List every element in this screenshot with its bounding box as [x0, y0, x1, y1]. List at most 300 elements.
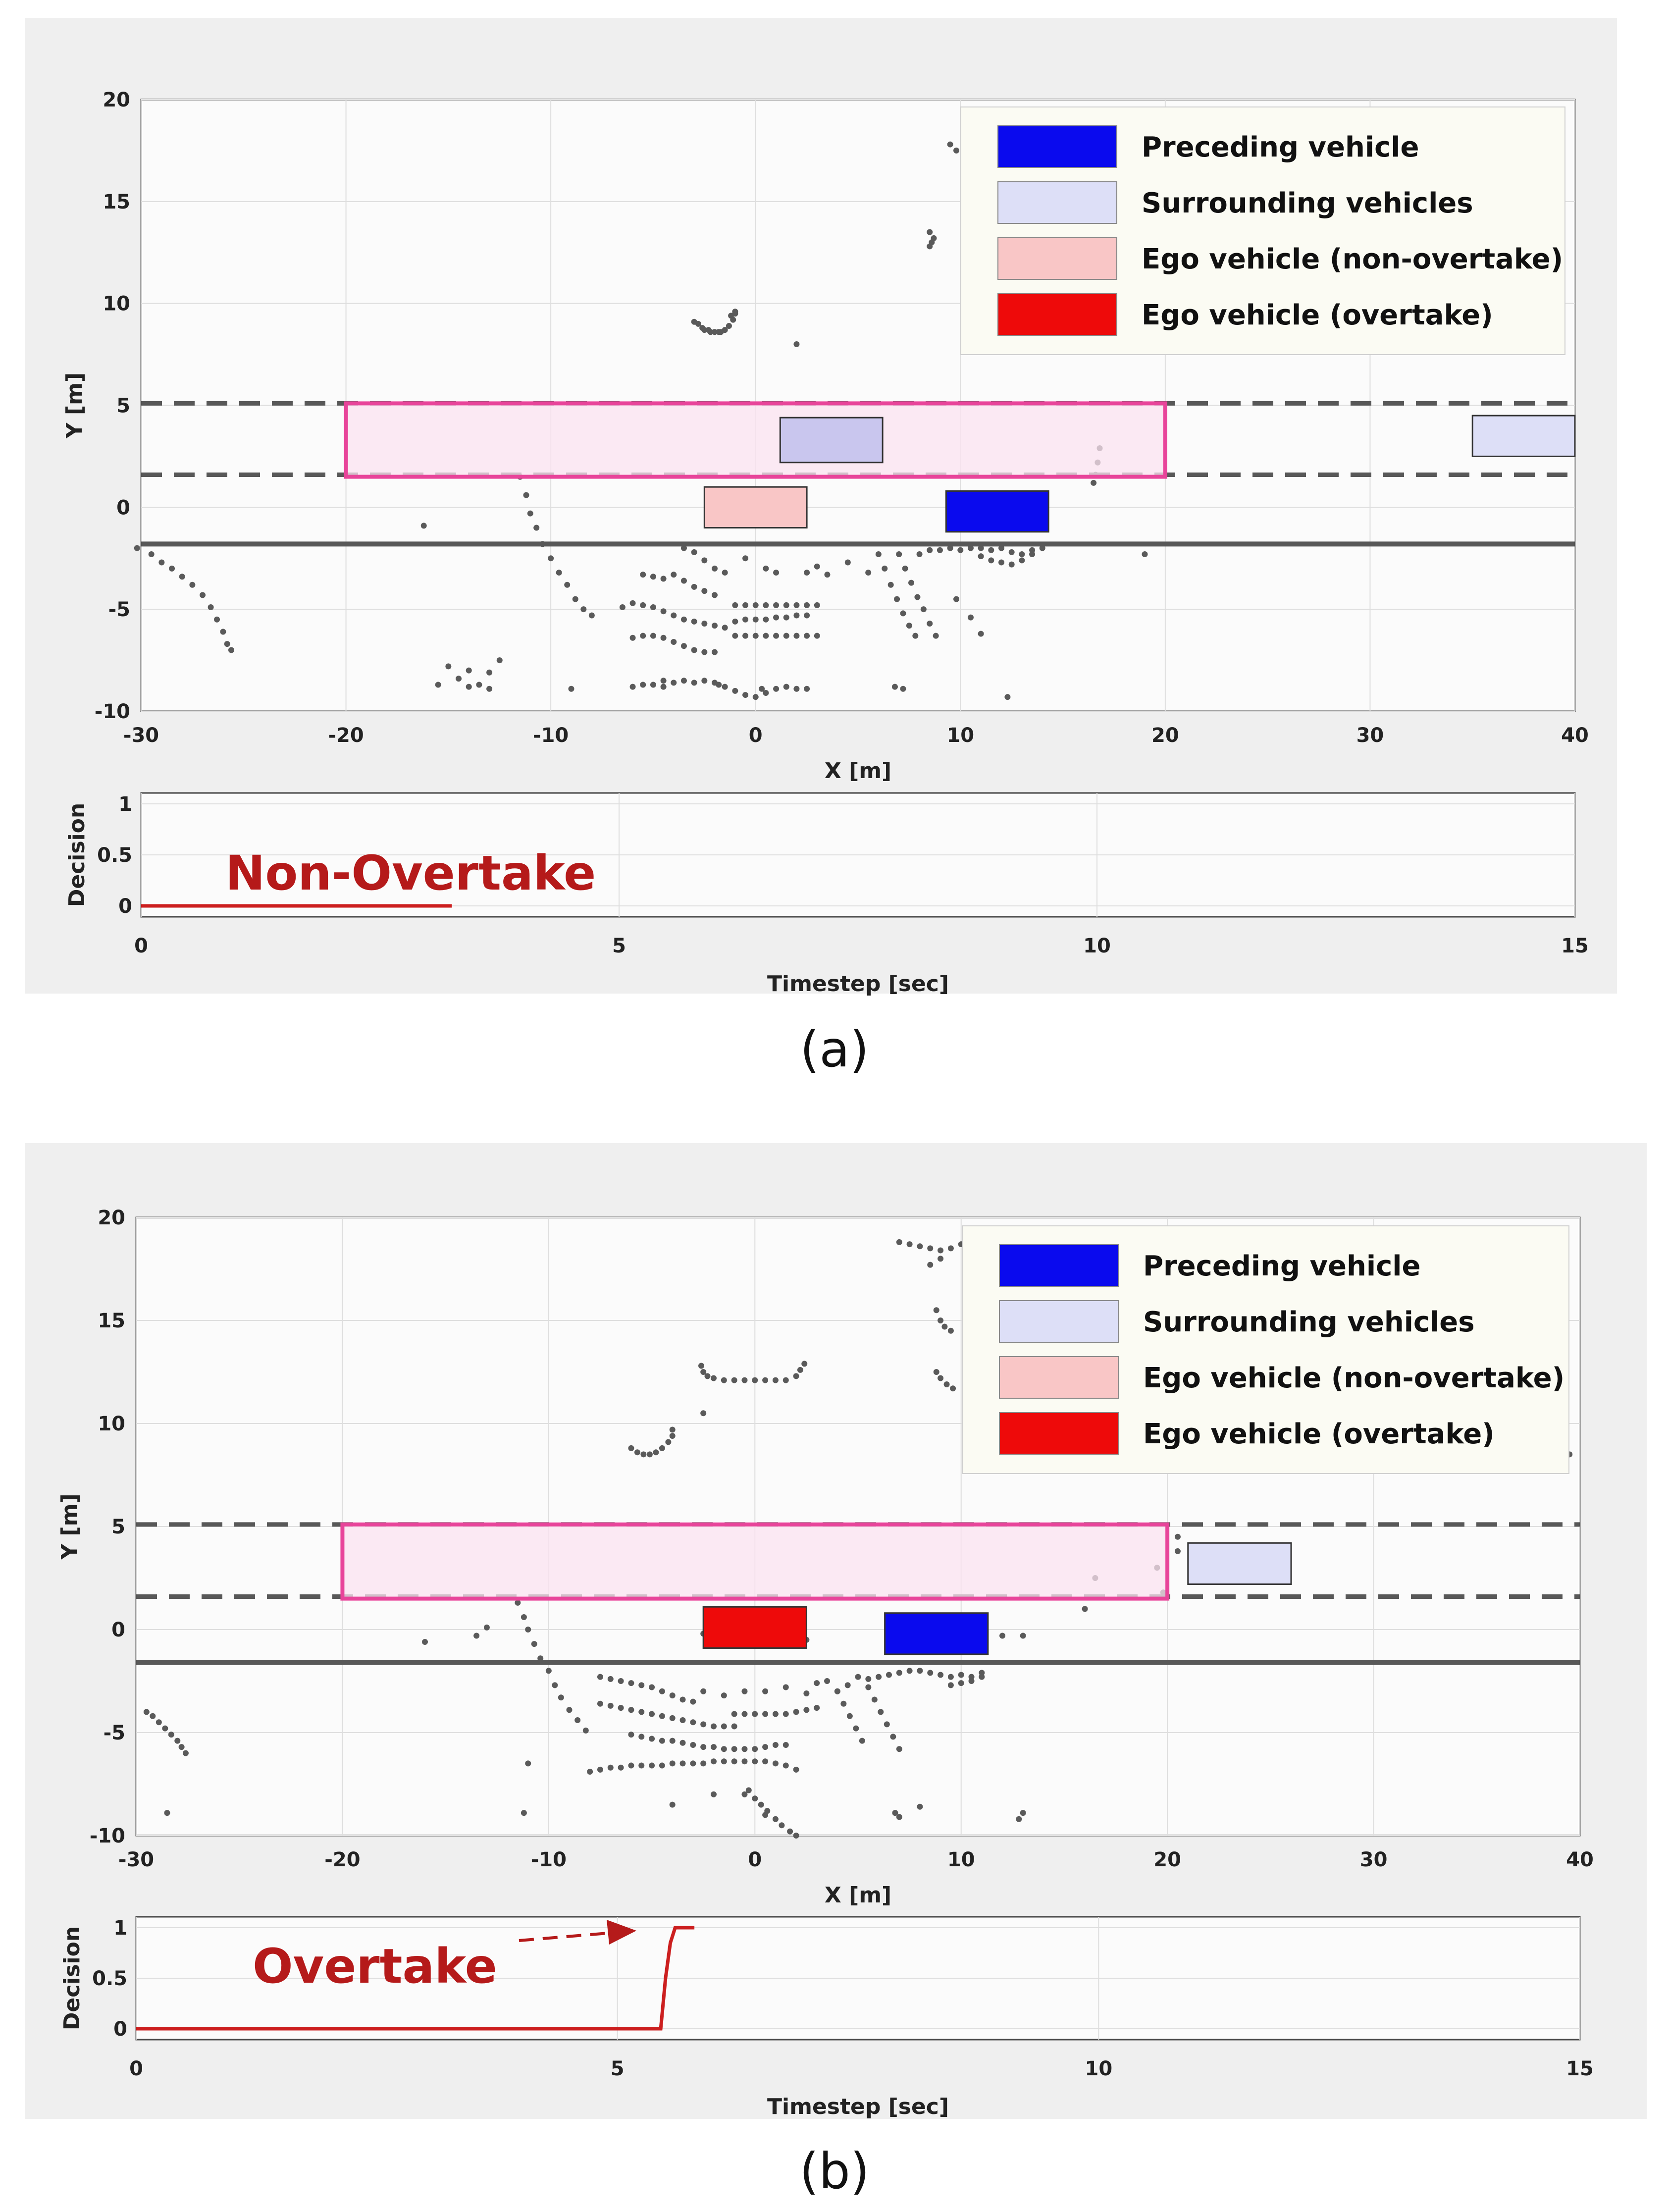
y-tick-label: 20	[98, 1207, 125, 1229]
lidar-point	[497, 657, 503, 663]
x-tick-label: 20	[1153, 1848, 1181, 1871]
lidar-point	[758, 1802, 764, 1808]
lidar-point	[712, 566, 718, 572]
lidar-point	[944, 1381, 950, 1387]
lidar-point	[476, 682, 482, 687]
lidar-point	[608, 1765, 614, 1771]
decision-y-tick-label: 0.5	[92, 1967, 127, 1990]
lidar-point	[840, 1701, 846, 1707]
lidar-point	[701, 327, 707, 333]
lidar-point	[597, 1701, 603, 1707]
decision-y-tick-label: 1	[118, 793, 132, 816]
lidar-point	[628, 1707, 634, 1713]
lidar-point	[884, 1721, 890, 1727]
lidar-point	[597, 1767, 603, 1773]
lidar-point	[950, 1385, 956, 1391]
legend-label-surrounding-a: Surrounding vehicles	[1142, 187, 1473, 219]
lidar-point	[865, 1676, 871, 1682]
x-tick-labels-b	[118, 1848, 1594, 1871]
decision-y-tick-label: 0	[113, 2018, 127, 2041]
lidar-point	[731, 1711, 737, 1717]
lidar-point	[701, 649, 707, 655]
lidar-point	[927, 621, 933, 627]
lidar-point	[900, 610, 906, 616]
lidar-point	[597, 1674, 603, 1680]
lidar-point	[708, 329, 714, 335]
vehicle-ego	[704, 487, 807, 527]
lidar-point	[628, 1680, 634, 1686]
lidar-point	[896, 1670, 902, 1676]
decision-plot-b	[59, 1917, 1594, 2119]
lidar-point	[531, 1641, 537, 1647]
lidar-point	[787, 1829, 793, 1835]
lidar-point	[546, 1668, 552, 1674]
lidar-point	[630, 684, 636, 690]
lidar-point	[134, 545, 140, 551]
y-tick-label: 0	[116, 496, 130, 520]
lidar-point	[948, 1328, 954, 1334]
lidar-point	[876, 1674, 882, 1680]
lidar-point	[741, 1711, 747, 1717]
lidar-point	[564, 582, 570, 588]
lidar-point	[1020, 1810, 1026, 1816]
y-tick-label: 5	[116, 394, 130, 418]
lidar-point	[927, 547, 933, 553]
decision-x-tick-labels-b	[129, 2057, 1594, 2080]
lidar-point	[762, 1688, 768, 1694]
y-tick-label: -10	[89, 1825, 125, 1847]
x-tick-label: -30	[123, 724, 159, 747]
legend-a	[961, 107, 1565, 355]
lidar-point	[156, 1719, 162, 1725]
lidar-point	[630, 600, 636, 606]
lidar-point	[742, 602, 748, 608]
legend-label-preceding-a: Preceding vehicle	[1142, 131, 1419, 163]
legend-swatch-ego-non-overtake-a	[998, 238, 1117, 279]
lidar-point	[583, 1728, 589, 1734]
lidar-point	[691, 549, 697, 555]
lidar-point	[661, 608, 667, 614]
lidar-point	[556, 570, 562, 576]
lidar-point	[521, 1614, 527, 1620]
lidar-point	[220, 629, 226, 634]
lidar-point	[948, 1682, 954, 1688]
x-tick-label: 40	[1561, 724, 1589, 747]
lidar-point	[773, 686, 779, 692]
lidar-point	[912, 633, 918, 639]
legend-b	[962, 1226, 1569, 1474]
lidar-point	[753, 617, 759, 623]
lidar-point	[691, 619, 697, 625]
y-tick-labels-a	[95, 89, 130, 723]
lidar-point	[640, 572, 646, 578]
lidar-point	[907, 1241, 913, 1247]
lidar-point	[721, 1758, 727, 1764]
lidar-point	[953, 148, 959, 154]
lidar-point	[752, 1758, 758, 1764]
lidar-point	[1019, 551, 1025, 557]
lidar-point	[698, 1363, 704, 1369]
lidar-point	[527, 511, 533, 517]
lidar-point	[179, 574, 185, 579]
lidar-point	[793, 1373, 799, 1379]
lidar-point	[659, 1738, 665, 1744]
lidar-point	[847, 1713, 853, 1719]
lidar-point	[691, 584, 697, 590]
lidar-point	[824, 572, 830, 578]
lidar-point	[144, 1709, 150, 1715]
lidar-point	[690, 1719, 696, 1725]
lidar-point	[548, 555, 554, 561]
lidar-point	[1175, 1534, 1181, 1540]
lidar-point	[659, 1445, 665, 1451]
overtake-zone-a	[346, 403, 1165, 476]
lidar-point	[1020, 1633, 1026, 1638]
lidar-point	[158, 559, 164, 565]
lidar-point	[649, 1684, 655, 1690]
x-tick-label: 30	[1356, 724, 1384, 747]
lidar-point	[1029, 551, 1035, 557]
lidar-point	[653, 1449, 659, 1455]
lidar-point	[797, 1367, 803, 1373]
lidar-point	[793, 1833, 799, 1839]
lidar-point	[882, 566, 887, 572]
lidar-point	[978, 553, 984, 559]
decision-x-tick-label: 15	[1561, 935, 1589, 957]
lidar-point	[701, 678, 707, 684]
legend-label-ego-non-overtake-b: Ego vehicle (non-overtake)	[1143, 1362, 1565, 1394]
lidar-point	[671, 639, 677, 645]
lidar-point	[763, 633, 769, 639]
lidar-point	[640, 633, 646, 639]
lidar-point	[773, 1816, 779, 1822]
lidar-point	[208, 604, 214, 610]
lidar-point	[681, 617, 687, 623]
lidar-point	[999, 1633, 1005, 1638]
lidar-point	[953, 596, 959, 602]
decision-y-tick-label: 1	[113, 1917, 127, 1940]
lidar-point	[681, 578, 687, 584]
scatter-plot-b	[57, 1207, 1594, 1908]
lidar-point	[894, 596, 900, 602]
lidar-point	[523, 492, 529, 498]
legend-label-ego-overtake-b: Ego vehicle (overtake)	[1143, 1418, 1495, 1450]
legend-swatch-preceding-b	[999, 1245, 1118, 1286]
lidar-point	[763, 566, 769, 572]
lidar-point	[732, 602, 738, 608]
lidar-point	[773, 1742, 779, 1748]
y-axis-label-b: Y [m]	[57, 1493, 82, 1560]
lidar-point	[620, 604, 626, 610]
x-tick-label: 20	[1151, 724, 1179, 747]
panel-a-chart	[25, 18, 1617, 997]
lidar-point	[834, 1688, 840, 1694]
lidar-point	[988, 557, 994, 563]
lidar-point	[938, 1672, 943, 1678]
lidar-point	[773, 633, 779, 639]
lidar-point	[690, 1760, 696, 1766]
lidar-point	[783, 602, 789, 608]
lidar-point	[917, 551, 923, 557]
lidar-point	[783, 1711, 789, 1717]
lidar-point	[876, 551, 882, 557]
lidar-point	[718, 329, 724, 335]
lidar-point	[569, 686, 574, 692]
lidar-point	[927, 1245, 933, 1251]
lidar-point	[700, 1410, 706, 1416]
decision-x-axis-label-a: Timestep [sec]	[767, 971, 949, 997]
vehicle-surrounding	[1472, 416, 1575, 456]
lidar-point	[814, 1680, 820, 1686]
lidar-point	[763, 617, 769, 623]
lidar-point	[762, 1812, 768, 1818]
lidar-point	[638, 1682, 644, 1688]
lidar-point	[640, 1451, 646, 1457]
lidar-point	[640, 602, 646, 608]
lidar-point	[189, 582, 195, 588]
decision-x-axis-label-b: Timestep [sec]	[767, 2094, 949, 2119]
lidar-point	[878, 1709, 884, 1715]
lidar-point	[628, 1732, 634, 1738]
lidar-point	[665, 1439, 671, 1445]
decision-x-tick-labels-a	[134, 935, 1589, 957]
lidar-point	[473, 1633, 479, 1638]
lidar-point	[558, 1694, 564, 1700]
y-tick-label: 15	[98, 1310, 125, 1332]
lidar-point	[896, 1814, 902, 1820]
lidar-point	[650, 604, 656, 610]
x-tick-label: 0	[748, 1848, 762, 1871]
lidar-point	[938, 1317, 943, 1323]
lidar-point	[793, 1767, 799, 1773]
lidar-point	[681, 678, 687, 684]
lidar-point	[690, 1742, 696, 1748]
lidar-point	[752, 1795, 758, 1801]
lidar-point	[691, 319, 697, 325]
legend-swatch-surrounding-b	[999, 1301, 1118, 1342]
lidar-point	[525, 1760, 531, 1766]
lidar-point	[732, 619, 738, 625]
figure-panel-a	[25, 18, 1617, 997]
lidar-point	[741, 1791, 747, 1797]
lidar-point	[722, 570, 728, 576]
lidar-point	[711, 1724, 717, 1730]
x-tick-label: 0	[748, 724, 763, 747]
decision-y-tick-label: 0	[118, 895, 132, 918]
lidar-point	[445, 663, 451, 669]
decision-annotation-b: Overtake	[253, 1939, 497, 1994]
lidar-point	[670, 1433, 676, 1439]
lidar-point	[896, 551, 902, 557]
lidar-point	[179, 1744, 185, 1750]
lidar-point	[773, 1711, 779, 1717]
lidar-point	[659, 1713, 665, 1719]
lidar-point	[773, 570, 779, 576]
lidar-point	[741, 1746, 747, 1752]
lidar-point	[804, 686, 810, 692]
y-tick-label: 20	[103, 89, 130, 111]
y-tick-label: -5	[108, 598, 130, 622]
lidar-point	[680, 1696, 686, 1702]
lidar-point	[670, 1760, 676, 1766]
lidar-point	[422, 1639, 428, 1645]
lidar-point	[783, 1742, 789, 1748]
lidar-point	[814, 602, 820, 608]
lidar-point	[732, 309, 738, 315]
lidar-point	[753, 602, 759, 608]
lidar-point	[948, 1674, 954, 1680]
lidar-point	[552, 1682, 558, 1688]
lidar-point	[1009, 549, 1015, 555]
x-tick-label: -20	[328, 724, 364, 747]
lidar-point	[722, 625, 728, 631]
lidar-point	[661, 576, 667, 581]
lidar-point	[938, 1248, 943, 1254]
lidar-point	[886, 1672, 892, 1678]
x-tick-label: 10	[947, 1848, 975, 1871]
lidar-point	[908, 580, 914, 586]
lidar-point	[711, 1375, 717, 1381]
lidar-point	[484, 1625, 490, 1631]
legend-label-ego-overtake-a: Ego vehicle (overtake)	[1142, 299, 1493, 331]
lidar-point	[580, 606, 586, 612]
decision-x-tick-label: 5	[610, 2057, 625, 2080]
lidar-point	[731, 1758, 737, 1764]
lidar-point	[726, 323, 732, 329]
lidar-point	[804, 570, 810, 576]
x-tick-label: -10	[530, 1848, 567, 1871]
lidar-point	[927, 229, 933, 235]
lidar-point	[934, 1307, 939, 1313]
lidar-point	[671, 613, 677, 619]
decision-x-tick-label: 0	[134, 935, 148, 957]
lidar-point	[650, 682, 656, 687]
y-tick-label: -10	[94, 700, 130, 723]
panel-b-chart	[25, 1143, 1647, 2119]
y-tick-label: 10	[103, 292, 130, 316]
legend-swatch-surrounding-a	[998, 182, 1117, 223]
decision-y-tick-labels-b	[92, 1917, 127, 2041]
lidar-point	[773, 1760, 779, 1766]
decision-x-tick-label: 10	[1083, 935, 1111, 957]
lidar-point	[948, 1245, 954, 1251]
x-tick-label: 30	[1359, 1848, 1388, 1871]
lidar-point	[659, 1688, 665, 1694]
lidar-point	[711, 1744, 717, 1750]
lidar-point	[573, 596, 578, 602]
y-tick-labels-b	[90, 1207, 125, 1847]
lidar-point	[711, 1758, 717, 1764]
lidar-point	[927, 243, 933, 249]
lidar-point	[927, 1670, 933, 1676]
lidar-point	[779, 1822, 784, 1828]
lidar-point	[783, 1763, 789, 1769]
lidar-point	[650, 633, 656, 639]
lidar-point	[917, 1668, 923, 1674]
lidar-point	[162, 1726, 168, 1732]
lidar-point	[1019, 557, 1025, 563]
lidar-point	[741, 1688, 747, 1694]
lidar-point	[855, 1674, 861, 1680]
lidar-point	[680, 1717, 686, 1723]
legend-swatch-preceding-a	[998, 126, 1117, 167]
lidar-point	[859, 1738, 865, 1744]
lidar-point	[486, 686, 492, 692]
lidar-point	[917, 1243, 923, 1249]
lidar-point	[174, 1738, 180, 1744]
lidar-point	[515, 1600, 521, 1606]
lidar-point	[742, 692, 748, 698]
scatter-plot-a	[62, 89, 1589, 784]
lidar-point	[700, 1744, 706, 1750]
lidar-point	[762, 1758, 768, 1764]
lidar-point	[933, 633, 939, 639]
lidar-point	[890, 1734, 896, 1739]
lidar-point	[762, 1744, 768, 1750]
lidar-point	[988, 547, 994, 553]
lidar-point	[466, 684, 472, 690]
lidar-point	[691, 647, 697, 653]
decision-plot-a	[64, 793, 1589, 997]
lidar-point	[906, 623, 912, 629]
lidar-point	[638, 1709, 644, 1715]
lidar-point	[938, 1375, 943, 1381]
lidar-point	[224, 641, 230, 647]
lidar-point	[938, 1256, 943, 1262]
lidar-point	[752, 1746, 758, 1752]
x-axis-label-a: X [m]	[824, 758, 892, 784]
lidar-point	[958, 1680, 964, 1686]
lidar-point	[435, 682, 441, 687]
decision-x-tick-label: 0	[129, 2057, 143, 2080]
lidar-point	[1016, 1816, 1022, 1822]
legend-label-ego-non-overtake-a: Ego vehicle (non-overtake)	[1142, 243, 1564, 275]
lidar-point	[169, 566, 175, 572]
lidar-point	[649, 1763, 655, 1769]
lidar-point	[865, 1684, 871, 1690]
lidar-point	[759, 686, 765, 692]
lidar-point	[741, 1758, 747, 1764]
lidar-point	[921, 606, 927, 612]
lidar-point	[589, 613, 595, 619]
lidar-point	[659, 1763, 665, 1769]
lidar-point	[533, 525, 539, 531]
legend-label-preceding-b: Preceding vehicle	[1143, 1250, 1421, 1282]
y-tick-label: 0	[111, 1619, 125, 1641]
lidar-point	[804, 613, 810, 619]
lidar-point	[804, 602, 810, 608]
x-tick-labels-a	[123, 724, 1589, 747]
lidar-point	[732, 688, 738, 694]
lidar-point	[661, 635, 667, 641]
lidar-point	[732, 633, 738, 639]
lidar-point	[670, 1692, 676, 1698]
y-tick-label: 15	[103, 190, 130, 213]
lidar-point	[752, 1377, 758, 1383]
lidar-point	[731, 1377, 737, 1383]
lidar-point	[701, 557, 707, 563]
lidar-point	[872, 1696, 878, 1702]
lidar-point	[567, 1707, 573, 1713]
lidar-point	[941, 1323, 947, 1329]
lidar-point	[731, 1746, 737, 1752]
lidar-point	[721, 1692, 727, 1698]
lidar-point	[741, 1377, 747, 1383]
lidar-point	[927, 1262, 933, 1268]
lidar-point	[716, 682, 722, 687]
lidar-point	[661, 684, 667, 690]
lidar-point	[525, 1627, 531, 1633]
